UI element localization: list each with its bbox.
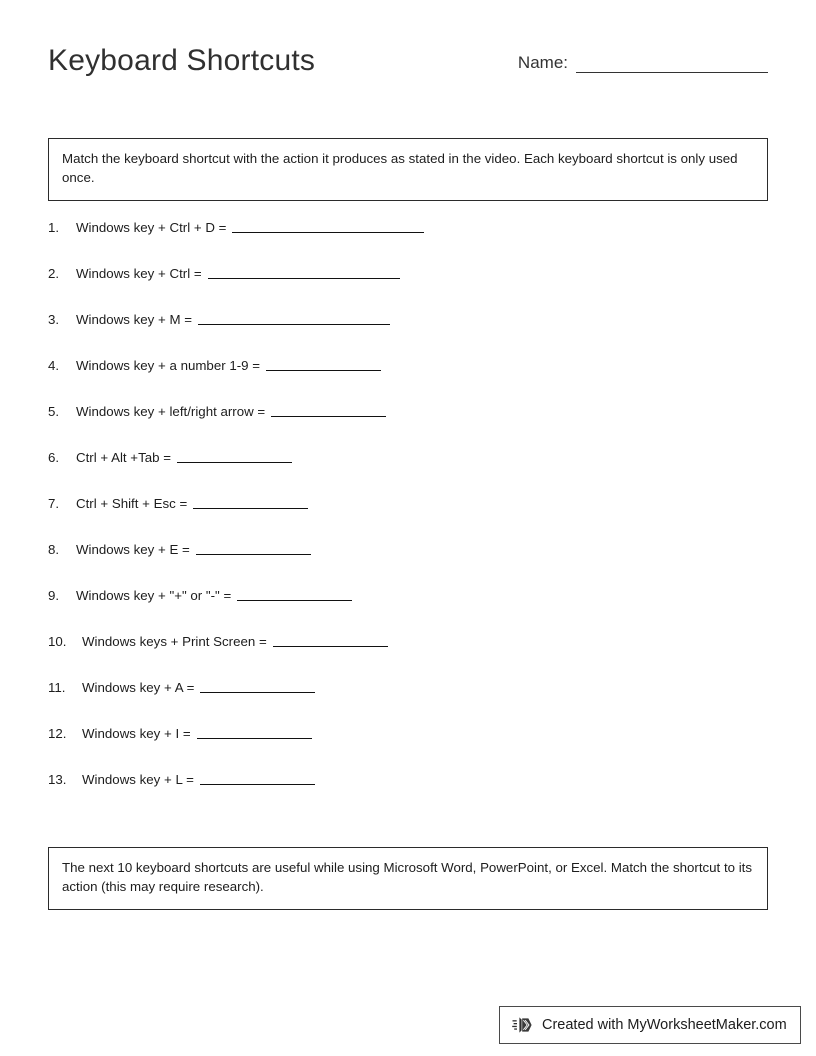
answer-blank[interactable] [200,679,315,693]
question-number: 13. [48,772,67,787]
question-number: 4. [48,358,60,373]
question-number: 5. [48,404,60,419]
answer-blank[interactable] [197,725,312,739]
question-number: 8. [48,542,60,557]
page-title: Keyboard Shortcuts [48,44,316,77]
question-number: 3. [48,312,60,327]
question-prompt: Windows key + left/right arrow = [76,404,266,419]
name-field-group [518,52,768,73]
question-prompt: Windows keys + Print Screen = [82,634,267,649]
question-number: 10. [48,634,67,649]
answer-blank[interactable] [200,771,315,785]
answer-blank[interactable] [196,541,311,555]
question-list [48,218,768,816]
name-label: Name: [517,53,568,72]
footer-badge[interactable] [499,1006,801,1044]
question-prompt: Windows key + A = [82,680,195,695]
question-row [48,218,768,264]
worksheet-maker-logo-icon [512,1014,534,1036]
answer-blank[interactable] [237,587,352,601]
question-prompt: Windows key + I = [82,726,191,741]
question-number: 6. [48,450,60,465]
instruction-box-top: Match the keyboard shortcut with the action it produces as stated in the video. Each keyboard shortcut is only used once. [48,138,768,201]
answer-blank[interactable] [273,633,388,647]
question-prompt: Windows key + E = [76,542,190,557]
question-row [48,632,768,678]
question-row [48,770,768,816]
answer-blank[interactable] [232,219,424,233]
question-number: 9. [48,588,60,603]
question-prompt: Ctrl + Alt +Tab = [76,450,171,465]
question-prompt: Windows key + "+" or "-" = [76,588,232,603]
answer-blank[interactable] [266,357,381,371]
question-row [48,724,768,770]
question-prompt: Windows key + Ctrl + D = [76,220,227,235]
answer-blank[interactable] [177,449,292,463]
instruction-box-bottom: The next 10 keyboard shortcuts are useful while using Microsoft Word, PowerPoint, or Excel. Match the shortcut to its action (this may require research). [48,847,768,910]
question-number: 1. [48,220,60,235]
footer-credit-text: Created with MyWorksheetMaker.com [542,1017,787,1033]
answer-blank[interactable] [193,495,308,509]
question-prompt: Ctrl + Shift + Esc = [76,496,188,511]
answer-blank[interactable] [271,403,386,417]
question-number: 11. [48,680,66,695]
question-row [48,678,768,724]
question-prompt: Windows key + L = [82,772,194,787]
question-prompt: Windows key + M = [76,312,193,327]
question-row [48,264,768,310]
question-number: 2. [48,266,60,281]
question-row [48,402,768,448]
question-row [48,494,768,540]
question-prompt: Windows key + a number 1-9 = [76,358,261,373]
question-number: 12. [48,726,67,741]
question-row [48,356,768,402]
answer-blank[interactable] [208,265,400,279]
question-row [48,586,768,632]
worksheet-header [48,44,768,94]
answer-blank[interactable] [198,311,390,325]
question-row [48,448,768,494]
question-row [48,310,768,356]
name-input-line[interactable] [576,52,768,73]
question-row [48,540,768,586]
question-number: 7. [48,496,60,511]
question-prompt: Windows key + Ctrl = [76,266,202,281]
